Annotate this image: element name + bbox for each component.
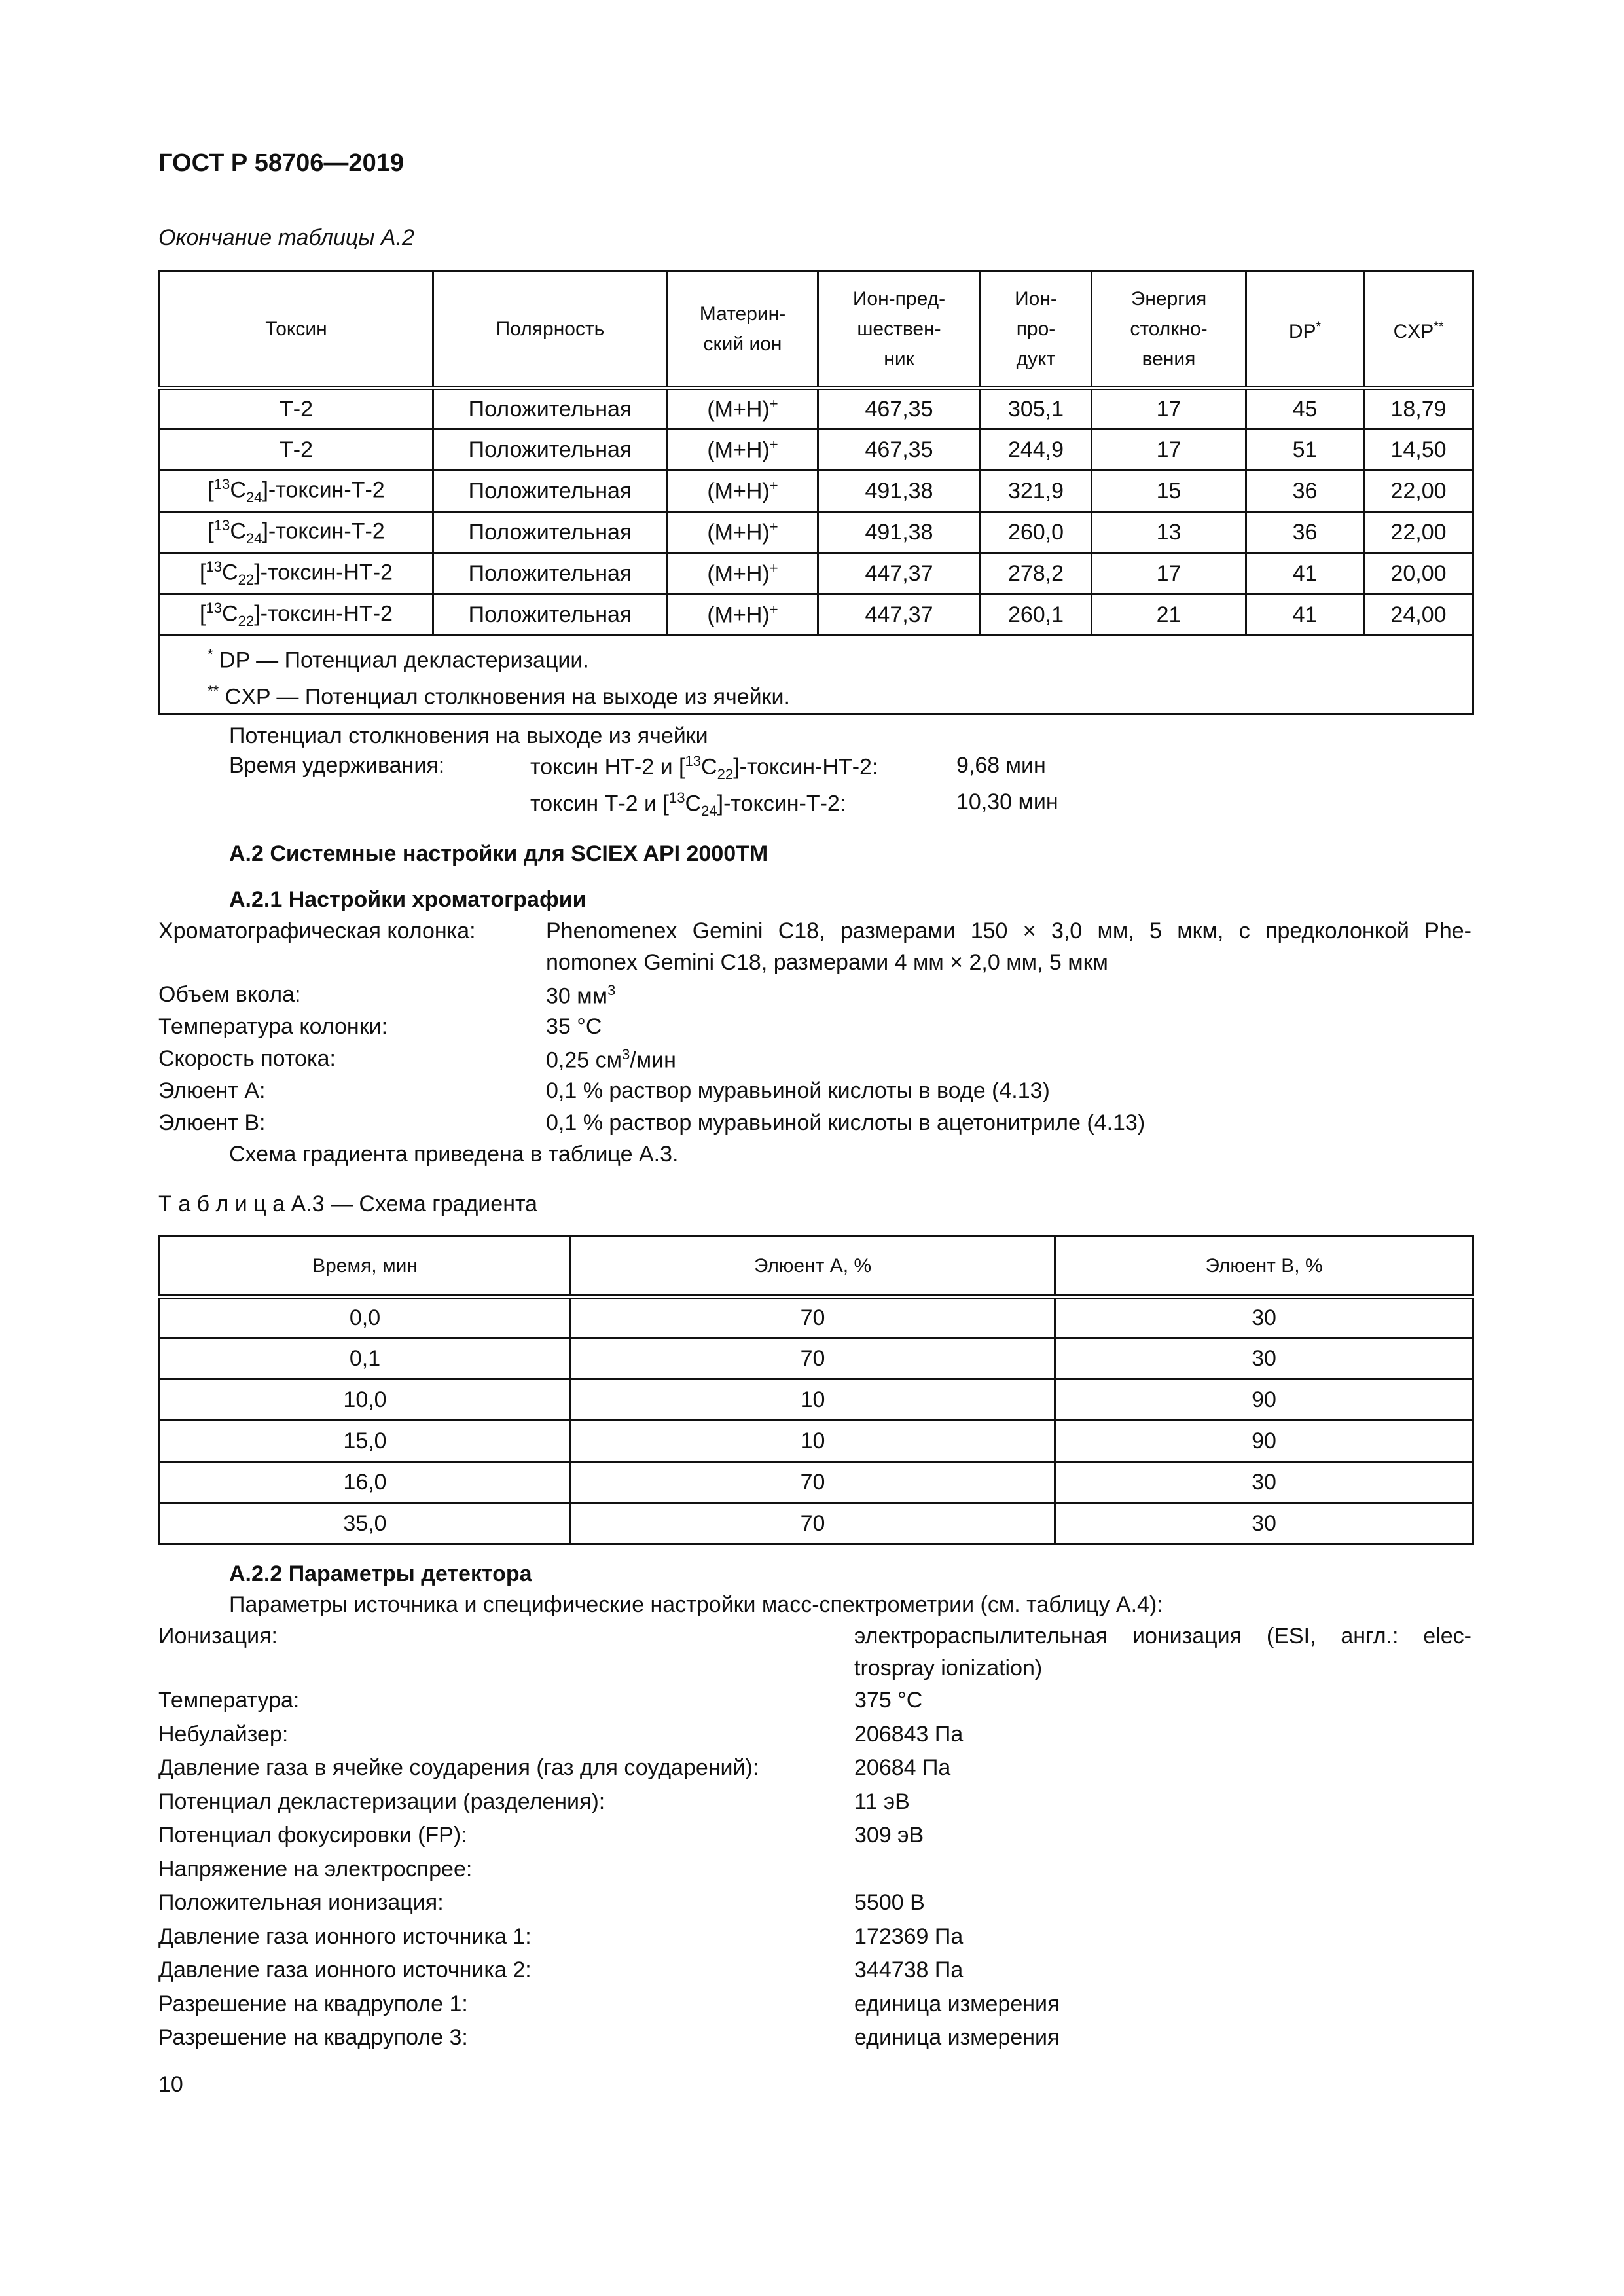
cell-toxin: Т-2 <box>160 429 433 471</box>
cell-precursor: 491,38 <box>818 512 981 553</box>
header-time: Время, мин <box>160 1237 571 1297</box>
cell-dp: 41 <box>1246 553 1364 594</box>
cell-polarity: Положительная <box>433 388 668 429</box>
table-row <box>160 429 1473 471</box>
injection-value: 30 $мм^3$ <box>546 982 616 1009</box>
cell-toxin: $[^{13}C_{24}]-токсин-Т-2$ <box>160 471 433 512</box>
retention-t2-value: 10,30 мин <box>956 790 1058 814</box>
detector-intro: Параметры источника и специфические настройки масс-спектрометрии (см. таблицу А.4): <box>229 1592 1163 1617</box>
header-eluent-b: Элюент В, % <box>1055 1237 1473 1297</box>
cell-product: 278,2 <box>981 553 1092 594</box>
cell-cxp: 18,79 <box>1364 388 1473 429</box>
table-cell: 10 <box>571 1379 1055 1421</box>
injection-label: Объем вкола: <box>158 982 301 1007</box>
page-number: 10 <box>158 2072 183 2097</box>
param-value: 344738 Па <box>854 1958 964 1982</box>
param-label: Потенциал фокусировки (FP): <box>158 1823 467 1848</box>
table-row <box>160 471 1473 512</box>
param-label: Небулайзер: <box>158 1721 289 1747</box>
cell-parent-ion: (M+H)+ <box>668 388 818 429</box>
table-row <box>160 1462 1473 1503</box>
param-value: 11 эВ <box>854 1789 910 1814</box>
retention-ht2-label: токсин НТ-2 и $[^{13}C_{22}]-токсин-НТ-2$: <box>530 753 878 783</box>
section-a21-heading: А.2.1 Настройки хроматографии <box>229 887 586 912</box>
table-cell: 70 <box>571 1503 1055 1544</box>
retention-label: Время удерживания: <box>229 753 445 778</box>
cell-precursor: 447,37 <box>818 553 981 594</box>
param-value: 309 эВ <box>854 1823 924 1848</box>
param-label: Давление газа ионного источника 2: <box>158 1958 532 1982</box>
cell-polarity: Положительная <box>433 429 668 471</box>
table-row <box>160 512 1473 553</box>
param-value: 5500 В <box>854 1890 925 1915</box>
table-row <box>160 1297 1473 1338</box>
cell-product: 321,9 <box>981 471 1092 512</box>
table-cell: 0,0 <box>160 1297 571 1338</box>
param-label: Температура: <box>158 1688 300 1713</box>
column-temp-label: Температура колонки: <box>158 1014 388 1039</box>
header-precursor-ion: Ион-пред- шествен- ник <box>818 272 981 388</box>
param-label: Положительная ионизация: <box>158 1890 444 1915</box>
flow-label: Скорость потока: <box>158 1046 336 1071</box>
header-parent-ion: Материн- ский ион <box>668 272 818 388</box>
table-cell: 70 <box>571 1462 1055 1503</box>
table-cell: 70 <box>571 1338 1055 1379</box>
cell-dp: 51 <box>1246 429 1364 471</box>
header-polarity: Полярность <box>433 272 668 388</box>
header-eluent-a: Элюент А, % <box>571 1237 1055 1297</box>
table-row <box>160 1421 1473 1462</box>
table-cell: 30 <box>1055 1503 1473 1544</box>
cell-toxin: Т-2 <box>160 388 433 429</box>
table-cell: 0,1 <box>160 1338 571 1379</box>
param-value: 206843 Па <box>854 1721 964 1747</box>
cell-polarity: Положительная <box>433 471 668 512</box>
cell-precursor: 447,37 <box>818 594 981 636</box>
table-cell: 90 <box>1055 1379 1473 1421</box>
cell-energy: 17 <box>1092 388 1246 429</box>
table-row <box>160 553 1473 594</box>
section-a2-heading: А.2 Системные настройки для SCIEX API 2000TM <box>229 841 768 866</box>
eluent-b-value: 0,1 % раствор муравьиной кислоты в ацетонитриле (4.13) <box>546 1110 1146 1135</box>
table-cell: 35,0 <box>160 1503 571 1544</box>
cell-energy: 15 <box>1092 471 1246 512</box>
param-value: 20684 Па <box>854 1755 951 1780</box>
cell-toxin: $[^{13}C_{24}]-токсин-Т-2$ <box>160 512 433 553</box>
param-label: Разрешение на квадруполе 3: <box>158 2025 468 2050</box>
cell-toxin: $[^{13}C_{22}]-токсин-НТ-2$ <box>160 594 433 636</box>
cell-parent-ion: (M+H)+ <box>668 594 818 636</box>
cell-energy: 21 <box>1092 594 1246 636</box>
table-cell: 15,0 <box>160 1421 571 1462</box>
eluent-a-label: Элюент А: <box>158 1078 266 1103</box>
cell-dp: 45 <box>1246 388 1364 429</box>
ionization-value-line1: электрораспылительная ионизация (ESI, англ.: elec- <box>854 1624 1471 1649</box>
table-continuation-caption: Окончание таблицы А.2 <box>158 225 414 250</box>
cell-parent-ion: (M+H)+ <box>668 429 818 471</box>
param-value: единица измерения <box>854 1991 1060 2016</box>
header-collision-energy: Энергия столкно- вения <box>1092 272 1246 388</box>
section-a22-heading: А.2.2 Параметры детектора <box>229 1561 532 1586</box>
param-label: Давление газа ионного источника 1: <box>158 1923 532 1949</box>
cell-parent-ion: (M+H)+ <box>668 512 818 553</box>
ionization-label: Ионизация: <box>158 1624 278 1649</box>
cell-precursor: 467,35 <box>818 388 981 429</box>
cell-cxp: 24,00 <box>1364 594 1473 636</box>
cell-product: 305,1 <box>981 388 1092 429</box>
retention-t2-label: токсин Т-2 и $[^{13}C_{24}]-токсин-Т-2$: <box>530 790 846 820</box>
cell-precursor: 491,38 <box>818 471 981 512</box>
cell-dp: 36 <box>1246 471 1364 512</box>
column-label: Хроматографическая колонка: <box>158 919 476 943</box>
column-value-line1: Phenomenex Gemini C18, размерами 150 × 3,0 мм, 5 мкм, с предколонкой Phe- <box>546 919 1471 943</box>
param-label: Разрешение на квадруполе 1: <box>158 1991 468 2016</box>
cell-precursor: 467,35 <box>818 429 981 471</box>
table-row <box>160 388 1473 429</box>
cell-dp: 41 <box>1246 594 1364 636</box>
ionization-value-line2: trospray ionization) <box>854 1656 1043 1681</box>
column-temp-value: 35 °C <box>546 1014 602 1039</box>
header-cxp: CXP** <box>1364 272 1473 388</box>
table-a3-caption: Т а б л и ц а А.3 — Схема градиента <box>158 1192 538 1216</box>
table-a2 <box>158 270 1474 715</box>
cell-dp: 36 <box>1246 512 1364 553</box>
cell-product: 244,9 <box>981 429 1092 471</box>
table-row <box>160 1379 1473 1421</box>
cell-energy: 17 <box>1092 429 1246 471</box>
gradient-note: Схема градиента приведена в таблице А.3. <box>229 1142 679 1167</box>
cell-cxp: 22,00 <box>1364 471 1473 512</box>
cell-energy: 13 <box>1092 512 1246 553</box>
header-product-ion: Ион- про- дукт <box>981 272 1092 388</box>
param-label: Давление газа в ячейке соударения (газ для соударений): <box>158 1755 759 1780</box>
cell-polarity: Положительная <box>433 553 668 594</box>
header-toxin: Токсин <box>160 272 433 388</box>
eluent-b-label: Элюент В: <box>158 1110 266 1135</box>
cell-polarity: Положительная <box>433 512 668 553</box>
table-cell: 30 <box>1055 1338 1473 1379</box>
table-a3 <box>158 1235 1474 1545</box>
table-cell: 10,0 <box>160 1379 571 1421</box>
header-dp: DP* <box>1246 272 1364 388</box>
column-value-line2: nomonex Gemini C18, размерами 4 мм × 2,0 мм, 5 мкм <box>546 950 1108 975</box>
cell-parent-ion: (M+H)+ <box>668 553 818 594</box>
cell-product: 260,0 <box>981 512 1092 553</box>
table-row <box>160 1338 1473 1379</box>
table-row <box>160 1503 1473 1544</box>
document-header: ГОСТ Р 58706—2019 <box>158 149 404 177</box>
cell-cxp: 14,50 <box>1364 429 1473 471</box>
table-row <box>160 594 1473 636</box>
table-cell: 10 <box>571 1421 1055 1462</box>
cell-toxin: $[^{13}C_{22}]-токсин-НТ-2$ <box>160 553 433 594</box>
footnote-cxp: ** CXP — Потенциал столкновения на выходе из ячейки. <box>208 683 790 710</box>
table-cell: 30 <box>1055 1462 1473 1503</box>
param-value: 172369 Па <box>854 1923 964 1949</box>
table-a2-footnotes <box>160 636 1473 714</box>
retention-ht2-value: 9,68 мин <box>956 753 1046 778</box>
eluent-a-value: 0,1 % раствор муравьиной кислоты в воде (4.13) <box>546 1078 1050 1103</box>
table-cell: 70 <box>571 1297 1055 1338</box>
cell-product: 260,1 <box>981 594 1092 636</box>
table-cell: 90 <box>1055 1421 1473 1462</box>
flow-value: 0,25 $см^3$/мин <box>546 1046 676 1073</box>
collision-potential-note: Потенциал столкновения на выходе из ячейки <box>229 723 708 748</box>
table-cell: 16,0 <box>160 1462 571 1503</box>
cell-energy: 17 <box>1092 553 1246 594</box>
param-value: 375 °C <box>854 1688 923 1713</box>
cell-cxp: 20,00 <box>1364 553 1473 594</box>
param-label: Напряжение на электроспрее: <box>158 1856 473 1882</box>
param-label: Потенциал декластеризации (разделения): <box>158 1789 605 1814</box>
cell-polarity: Положительная <box>433 594 668 636</box>
cell-parent-ion: (M+H)+ <box>668 471 818 512</box>
cell-cxp: 22,00 <box>1364 512 1473 553</box>
footnote-dp: * DP — Потенциал декластеризации. <box>208 646 589 673</box>
param-value: единица измерения <box>854 2025 1060 2050</box>
table-cell: 30 <box>1055 1297 1473 1338</box>
